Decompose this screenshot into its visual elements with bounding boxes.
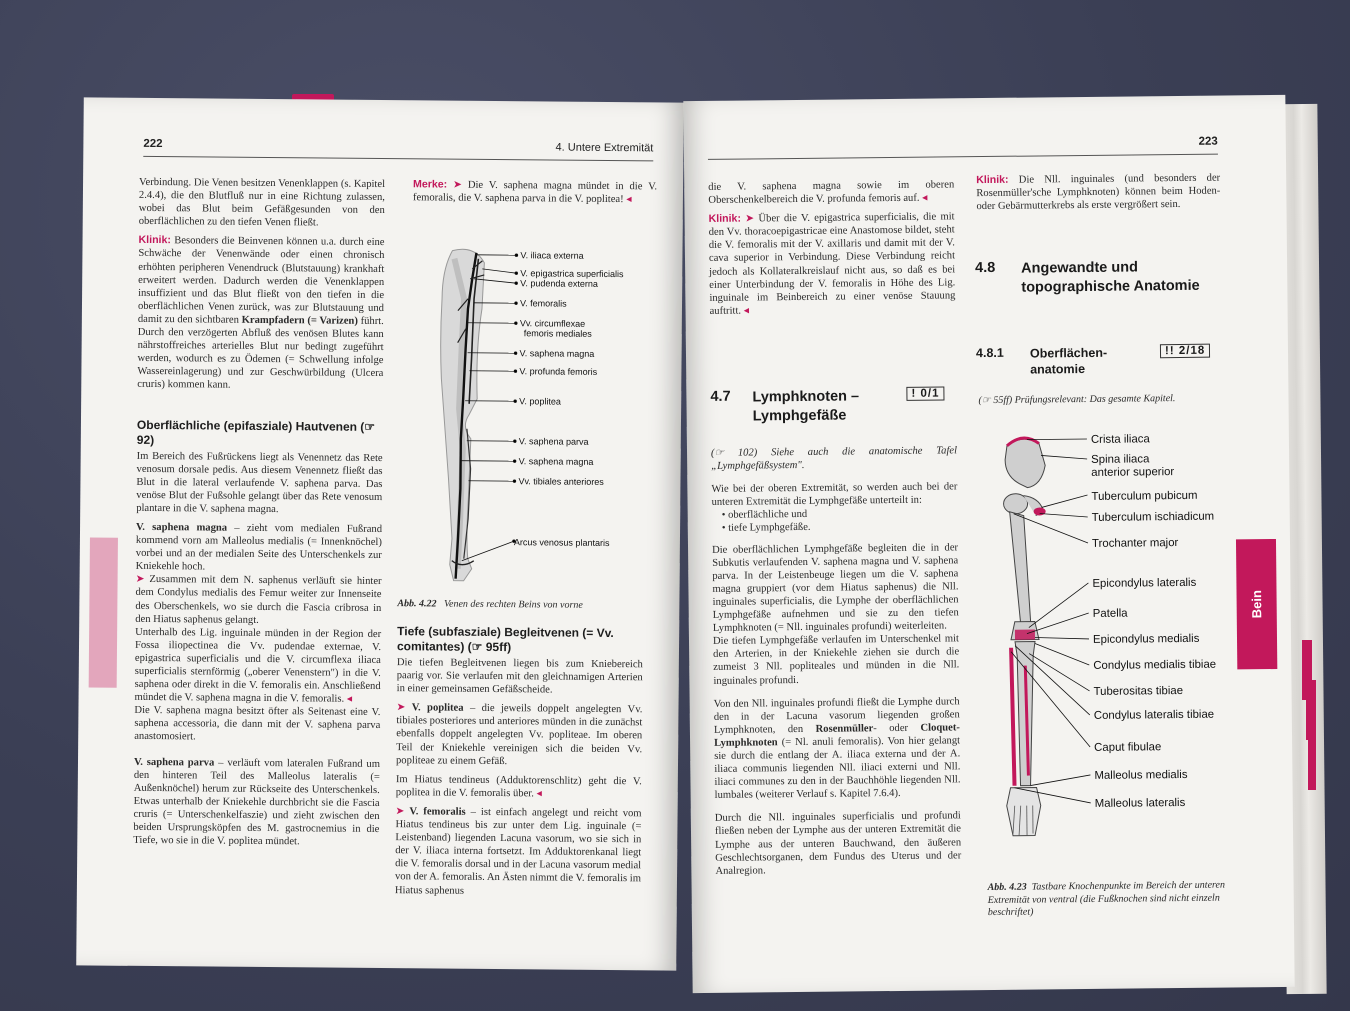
paragraph: (☞ 102) Siehe auch die anatomische Tafel „Lymphgefäßsystem". — [710, 445, 958, 472]
arrow-icon: ➤ — [135, 574, 145, 586]
arrow-icon: ➤ — [453, 179, 463, 191]
paragraph: V. saphena magna – zieht vom medialen Fußrand kommend vorn am Malleolus medialis (= Innenknöchel) vorbei und an der medialen Seite des Unterschenkels zur Kniekehle hoch. ➤ Zusammen mit dem N. saphenus verläuft sie hinter dem Condylus medialis des Femur weiter zur Innenseite des Oberschenkels, wo sie durch die Fascia cribrosa in den Hiatus saphenus gelangt. Unterhalb des Lig. inguinale münden in der Region der Fossa iliopectinea die Vv. pudendae externae, V. epigastrica superficialis und die V. circumflexa iliaca superficialis sternförmig („oberer Venenstern") in die V. saphena oder direkt in die V. femoralis ein. Anschließend mündet die V. saphena magna in die V. femoralis. ◂ Die V. saphena magna besitzt öfter als Seitenast eine V. saphena accessoria, die dann mit der V. saphena parva anastomosiert. — [134, 521, 383, 743]
figure-caption: Abb. 4.22 Venen des rechten Beins von vorne — [397, 598, 583, 611]
fig-label: Vv. circumflexae — [519, 318, 586, 329]
fig-label: Vv. tibiales anteriores — [518, 476, 604, 487]
paragraph: Die tiefen Lymphgefäße verlaufen im Unterschenkel mit den Arterien, in der Kniekehle ziehen sie durch die zumeist 3 Nll. popliteales und münden in die Nll. inguinales profundi. — [712, 633, 960, 687]
running-header — [708, 136, 1218, 160]
exam-badge: ! 0/1 — [906, 386, 944, 400]
subheading-hautvenen: Oberflächliche (epifasziale) Hautvenen (☞ 92) — [136, 417, 376, 447]
fig-label: Malleolus lateralis — [1094, 796, 1186, 810]
fig-label: Arcus venosus plantaris — [513, 537, 610, 549]
right-column-1-lower — [711, 444, 962, 883]
exam-badge: !! 2/18 — [1160, 344, 1210, 359]
figure-leg-veins — [410, 238, 663, 592]
klinik-label: Klinik: — [138, 234, 171, 247]
arrow-end-icon: ◂ — [626, 194, 632, 206]
arrow-end-icon: ◂ — [922, 192, 928, 204]
klinik-label: Klinik: — [708, 212, 742, 226]
running-header — [143, 138, 653, 161]
left-page — [76, 97, 684, 970]
femur-shaft — [1010, 512, 1031, 636]
paragraph: Im Bereich des Fußrückens liegt als Venennetz das Rete venosum dorsale pedis. Aus diesem Venennetz fließt das Blut in die lateral verlaufende V. saphena parva. Das venöse Blut der Fußsohle gelangt über das Rete venosum plantare in die V. saphena magna. — [136, 450, 383, 515]
fig-label: Trochanter major — [1091, 537, 1179, 550]
left-column-2-lower — [395, 620, 643, 905]
fig-label: Caput fibulae — [1094, 741, 1162, 754]
subheading-begleitvenen: Tiefe (subfasziale) Begleitvenen (= Vv. comitantes) (☞ 95ff) — [396, 624, 614, 655]
arrow-end-icon: ◂ — [346, 693, 353, 705]
fig-label: Tuberculum pubicum — [1091, 489, 1198, 503]
pelvis-shape — [1005, 439, 1046, 488]
fig-label: Crista iliaca — [1090, 433, 1150, 446]
running-title: 4. Untere Extremität — [555, 141, 654, 155]
fig-label: V. saphena magna — [519, 348, 595, 359]
fig-label: Spina iliaca — [1091, 453, 1150, 466]
chapter-side-tab: Bein — [1236, 539, 1277, 669]
paragraph: V. saphena parva – verläuft vom lateralen Fußrand um den hinteren Teil des Malleolus lateralis (= Außenknöchel) herum zur Rückseite des Unterschenkels. Etwas unterhalb der Kniekehle durchbricht sie die Fascia cruris (= Unterschenkelfaszie) und zieht zwischen den beiden Ursprungsköpfen des M. gastrocnemius in die Tiefe, wo sie in die V. poplitea mündet. — [133, 756, 381, 848]
fig-label: Condylus lateralis tibiae — [1093, 708, 1215, 722]
right-column-2-note — [978, 392, 1222, 414]
list-item: • tiefe Lymphgefäße. — [722, 520, 958, 536]
fig-label: Condylus medialis tibiae — [1093, 658, 1217, 672]
merke-label: Merke: — [413, 178, 448, 191]
figure-caption: Abb. 4.23 Tastbare Knochenpunkte im Bereich der unteren Extremität von ventral (die Fußknochen sind nicht einzeln beschriftet) — [987, 879, 1226, 919]
fig-label: Malleolus medialis — [1094, 768, 1188, 782]
fig-label: V. epigastrica superficialis — [520, 268, 624, 280]
figure-leg-bones — [983, 423, 1238, 876]
paragraph: Durch die Nll. inguinales superficialis und profundi fließen neben der Lymphe aus der unteren Extremität die Lymphe aus der unteren Bauchwand, den äußeren Geschlechtsorganen, dem Fundus des Uterus und der Analregion. — [714, 810, 962, 877]
subsection-heading-4-8-1: 4.8.1 Oberflächenanatomie !! 2/18 — [976, 344, 1226, 383]
fig-label: Tuberculum ischiadicum — [1091, 510, 1215, 524]
right-column-1 — [708, 178, 955, 324]
arrow-icon: ➤ — [396, 702, 406, 714]
fig-label: Tuberositas tibiae — [1093, 684, 1184, 698]
paragraph: die V. saphena magna sowie im oberen Oberschenkelbereich die V. profunda femoris auf. ◂ — [708, 179, 955, 207]
arrow-icon: ➤ — [745, 213, 755, 225]
fig-label: anterior superior — [1091, 466, 1175, 479]
arrow-end-icon: ◂ — [536, 788, 542, 800]
page-number: 223 — [1198, 135, 1218, 148]
arrow-end-icon: ◂ — [743, 305, 750, 317]
right-column-2 — [976, 172, 1220, 220]
fig-label: V. iliaca externa — [520, 250, 584, 261]
fig-label: femoris mediales — [523, 328, 592, 339]
section-heading-4-8: 4.8 Angewandte und topographische Anatomie — [975, 259, 1200, 296]
fibula-highlight — [1009, 648, 1016, 786]
paragraph: Verbindung. Die Venen besitzen Venenklappen (s. Kapitel 2.4.4), die den Blutfluß nur in eine Richtung zulassen, wobei das Blut beim Gefäßgesunden von den oberflächlichen zu den tiefen Venen fließt. — [138, 176, 386, 229]
list-item: • oberflächliche und — [722, 507, 958, 523]
fig-label: V. profunda femoris — [519, 366, 598, 377]
klinik-paragraph: Klinik: Besonders die Beinvenen können u.a. durch eine Schwäche der Venenwände oder einen chronisch erhöhten peripheren Venendruck (Blutstauung) krankhaft erweitert werden. Dadurch werden die Venenklappen insuffizient und das Blut fließt von den tiefen in die oberflächlichen Venen zurück, was zur Blutstauung und damit zu den sichtbaren Krampfadern (= Varizen) führt. Durch den verzögerten Abfluß des venösen Blutes kann nährstoffreiches arterielles Blut nur bedingt zugeführt werden, wodurch es zu Ödemen (= Schwellung infolge Wassereinlagerung) und zur Geschwürbildung (Ulcera cruris) kommen kann. — [137, 234, 385, 392]
fig-label: V. poplitea — [519, 396, 561, 407]
fig-label: Epicondylus medialis — [1092, 632, 1200, 646]
paragraph: Die oberflächlichen Lymphgefäße begleiten die in der Subkutis verlaufenden V. saphena magna und V. saphena parva. In der Leistenbeuge liegen um die V. saphena magna gruppiert (vor dem Hiatus saphenus) die Nll. inguinales superficialis, die Lymphe der oberflächlichen Lymphgefäße aufnehmen und sie zu den tiefen Lymphknoten (= Nll. inguinales profundi) weiterleiten. — [711, 541, 959, 635]
foot-shape — [1007, 787, 1042, 835]
left-column-2 — [413, 178, 657, 212]
right-page — [683, 95, 1294, 993]
bullet-list — [712, 507, 958, 536]
paragraph: ➤ V. poplitea – die jeweils doppelt angelegten Vv. tibiales posteriores und anteriores münden in die zunächst ebenfalls doppelt angelegten Vv. popliteae. Im oberen Teil der Kniekehle vereinigen sich die beiden Vv. popliteae zu einem Gefäß. — [395, 702, 643, 767]
arrow-icon: ➤ — [395, 806, 405, 818]
paragraph: Im Hiatus tendineus (Adduktorenschlitz) geht die V. poplitea in die V. femoralis über. ◂ — [395, 773, 642, 800]
klinik-paragraph: Klinik: ➤ Über die V. epigastrica superficialis, die mit den Vv. thoracoepigastricae eine Anastomose bildet, steht die V. femoralis mit der V. axillaris und damit mit der V. cava superior in Verbindung. Diese Verbindung reicht jedoch als Kollateralkreislauf nicht aus, so daß es bei einer Unterbindung der V. femoralis in Höhe des Lig. inguinale im Beinbereich zu einer venöse Stauung auftritt. ◂ — [708, 211, 956, 317]
paragraph: (☞ 55ff) Prüfungsrelevant: Das gesamte Kapitel. — [978, 393, 1176, 407]
thumb-index-mark — [89, 537, 118, 687]
fig-label: V. saphena magna — [518, 456, 594, 467]
femur-head — [1003, 494, 1027, 514]
fig-label: V. pudenda externa — [520, 278, 598, 289]
thumb-index-mark — [1308, 720, 1316, 790]
paragraph: Wie bei der oberen Extremität, so werden auch bei der unteren Extremität die Lymphgefäße unterteilt in: — [711, 481, 958, 509]
left-column-1 — [133, 176, 385, 855]
section-heading-4-7: 4.7 Lymphknoten – Lymphgefäße ! 0/1 — [710, 386, 960, 433]
patella-highlight — [1015, 630, 1035, 640]
fig-label: V. saphena parva — [518, 436, 589, 447]
klinik-label: Klinik: — [976, 173, 1009, 187]
page-number: 222 — [143, 137, 163, 151]
merke-paragraph: Merke: ➤ Die V. saphena magna mündet in die V. femoralis, die V. saphena parva in die V. poplitea! ◂ — [412, 178, 658, 206]
paragraph: Von den Nll. inguinales profundi fließt die Lymphe durch den in der Lacuna vasorum liegenden großen Lymphknoten, den Rosenmüller- oder Cloquet-Lymphknoten (= Nl. anuli femoralis). Von hier gelangt sie durch die entlang der A. iliaca externa und der A. iliaca communis liegenden Nll. iliaci externi und Nll. iliaci communes zu den in der Bauchhöhle liegenden Nll. lumbales (weiterer Verlauf s. Kapitel 7.6.4). — [713, 695, 961, 802]
fig-label: Patella — [1092, 607, 1128, 620]
fig-label: V. femoralis — [519, 298, 567, 309]
klinik-paragraph: Klinik: Die Nll. inguinales (und besonders der Rosenmüller'sche Lymphknoten) können beim Hoden- oder Gebärmutterkrebs als erste vergrößert sein. — [976, 172, 1221, 213]
paragraph: ➤ V. femoralis – ist einfach angelegt und reicht vom Hiatus tendineus bis zur unter dem Lig. inguinale (= Leistenband) liegenden Lacuna vasorum, wo sie sich in der V. iliaca interna fortsetzt. Im Adduktorenkanal liegt die V. femoralis dorsal und in der Lacuna vasorum medial von der A. femoralis. An Ästen nimmt die V. femoralis im Hiatus saphenus — [394, 806, 642, 897]
fig-label: Epicondylus lateralis — [1092, 576, 1197, 590]
paragraph: Die tiefen Begleitvenen liegen bis zum Kniebereich paarig vor. Sie verlaufen mit den gleichnamigen Arterien in einer gemeinsamen Gefäßscheide. — [396, 657, 643, 696]
